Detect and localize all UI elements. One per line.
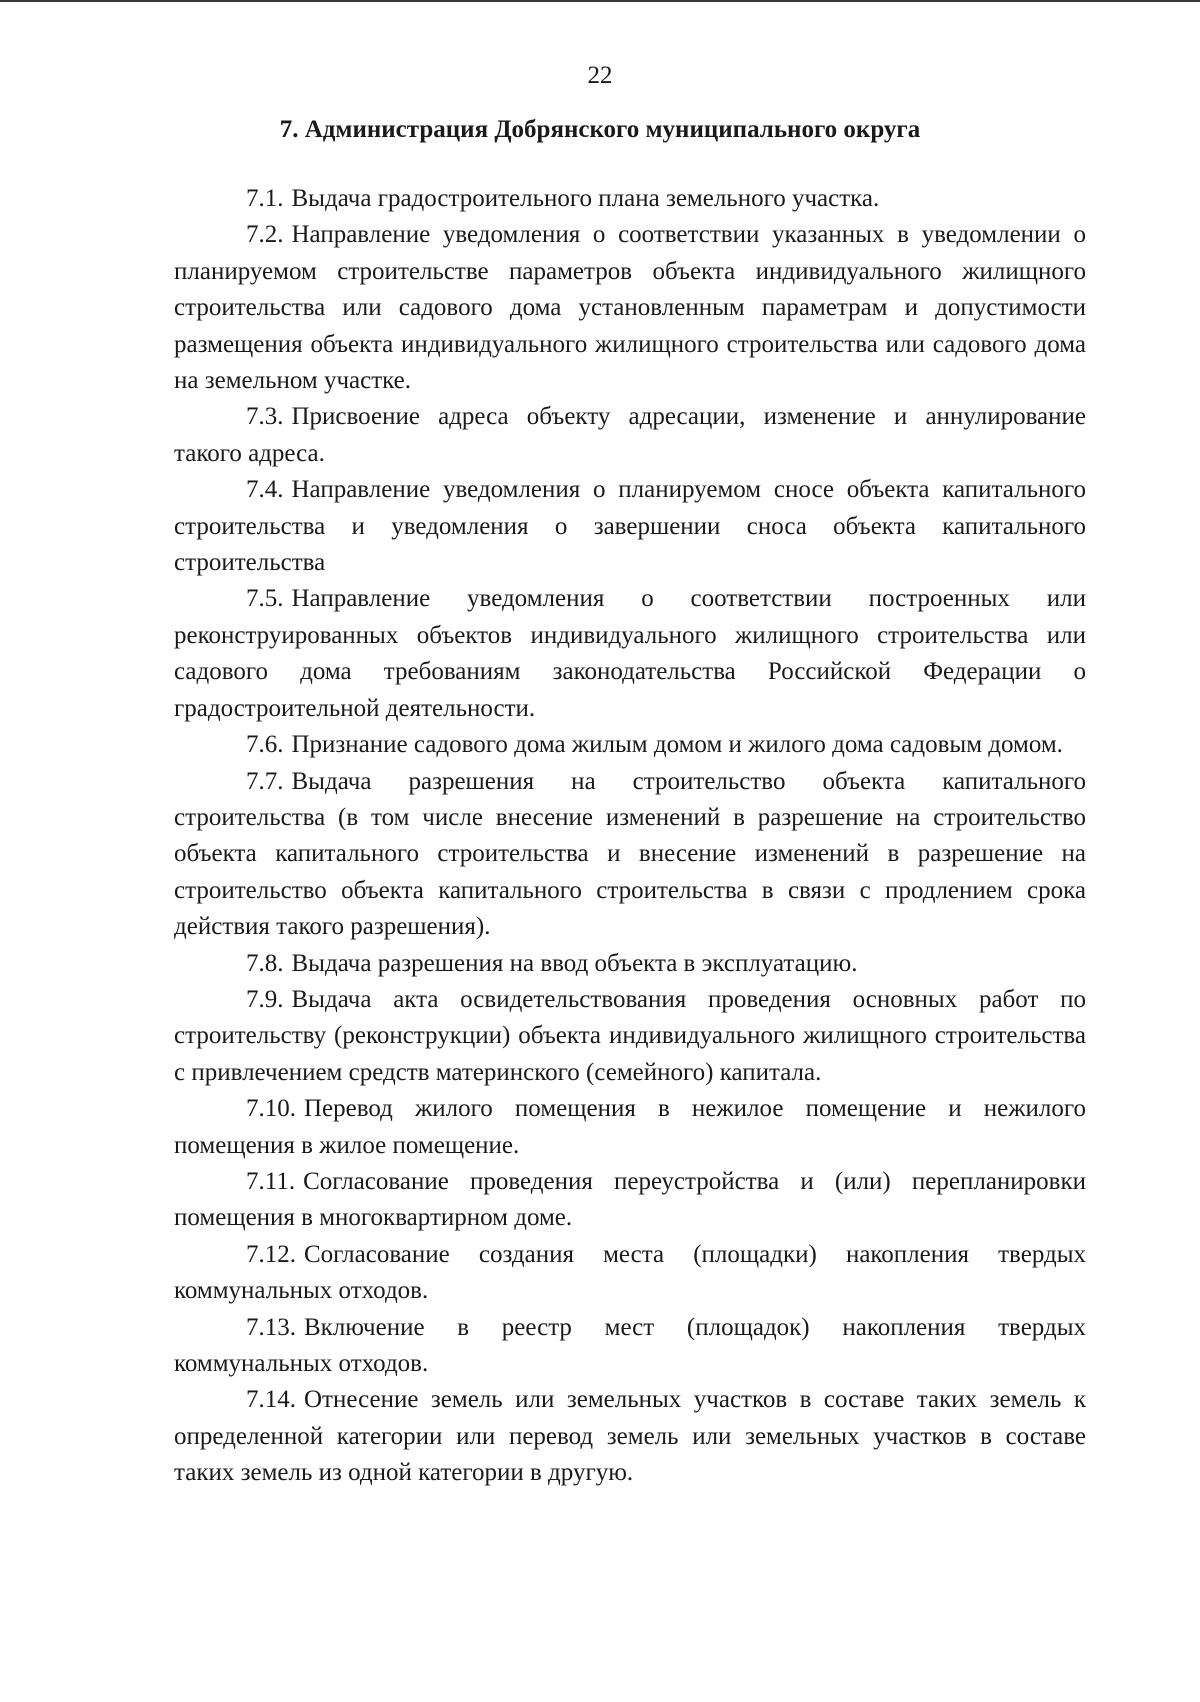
item-number: 7.6. [246, 731, 284, 759]
item-list [174, 181, 1086, 1492]
item-text: Включение в реестр мест (площадок) накопления твердых коммунальных отходов. [174, 1313, 1086, 1377]
item-number: 7.9. [246, 985, 284, 1013]
item-number: 7.8. [246, 949, 284, 977]
item-text: Признание садового дома жилым домом и жилого дома садовым домом. [291, 731, 1063, 759]
list-item [174, 1164, 1086, 1237]
item-number: 7.5. [246, 585, 284, 613]
item-number: 7.7. [246, 767, 284, 795]
page-top-border [0, 0, 1200, 2]
item-text: Направление уведомления о планируемом сносе объекта капитального строительства и уведомления о завершении сноса объекта капитального строительства [174, 476, 1086, 577]
list-item [174, 727, 1086, 763]
item-text: Направление уведомления о соответствии указанных в уведомлении о планируемом строительстве параметров объекта индивидуального жилищного строительства или садового дома установленным параметрам и допустимости размещения объекта индивидуального жилищного строительства или садового дома на земельном участке. [174, 221, 1086, 395]
list-item [174, 217, 1086, 399]
item-number: 7.13. [246, 1313, 296, 1341]
item-number: 7.12. [246, 1240, 296, 1268]
section-heading: 7. Администрация Добрянского муниципального округа [279, 116, 921, 143]
item-text: Выдача градостроительного плана земельного участка. [291, 185, 880, 212]
item-number: 7.10. [246, 1095, 296, 1123]
list-item [174, 1382, 1086, 1491]
item-text: Выдача акта освидетельствования проведения основных работ по строительству (реконструкции) объекта индивидуального жилищного строительства с привлечением средств материнского (семейного) капитала. [174, 985, 1086, 1086]
list-item [174, 982, 1086, 1091]
item-text: Отнесение земель или земельных участков в составе таких земель к определенной категории или перевод земель или земельных участков в составе таких земель из одной категории в другую. [174, 1386, 1086, 1487]
item-text: Выдача разрешения на ввод объекта в эксплуатацию. [291, 949, 858, 977]
item-number: 7.2. [246, 221, 284, 249]
item-number: 7.14. [246, 1386, 296, 1414]
list-item [174, 1310, 1086, 1383]
item-number: 7.1. [246, 185, 284, 212]
list-item [174, 1091, 1086, 1164]
item-number: 7.4. [246, 476, 284, 504]
item-text: Согласование проведения переустройства и (или) перепланировки помещения в многоквартирном доме. [174, 1167, 1086, 1232]
list-item [174, 472, 1086, 581]
list-item [174, 946, 1086, 982]
list-item [174, 764, 1086, 946]
list-item [174, 399, 1086, 472]
item-text: Присвоение адреса объекту адресации, изменение и аннулирование такого адреса. [174, 403, 1086, 467]
item-text: Направление уведомления о соответствии построенных или реконструированных объектов индивидуального жилищного строительства или садового дома требованиям законодательства Российской Федерации о градостроительной деятельности. [174, 585, 1086, 722]
item-text: Согласование создания места (площадки) накопления твердых коммунальных отходов. [174, 1240, 1086, 1305]
item-number: 7.11. [246, 1167, 296, 1195]
list-item [174, 581, 1086, 727]
page-number: 22 [587, 62, 613, 89]
item-number: 7.3. [246, 403, 284, 431]
list-item [174, 181, 1086, 217]
item-text: Выдача разрешения на строительство объекта капитального строительства (в том числе внесение изменений в разрешение на строительство объекта капитального строительства и внесение изменений в разрешение на строительство объекта капитального строительства в связи с продлением срока действия такого разрешения). [174, 767, 1086, 941]
item-text: Перевод жилого помещения в нежилое помещение и нежилого помещения в жилое помещение. [174, 1095, 1086, 1159]
list-item [174, 1237, 1086, 1310]
